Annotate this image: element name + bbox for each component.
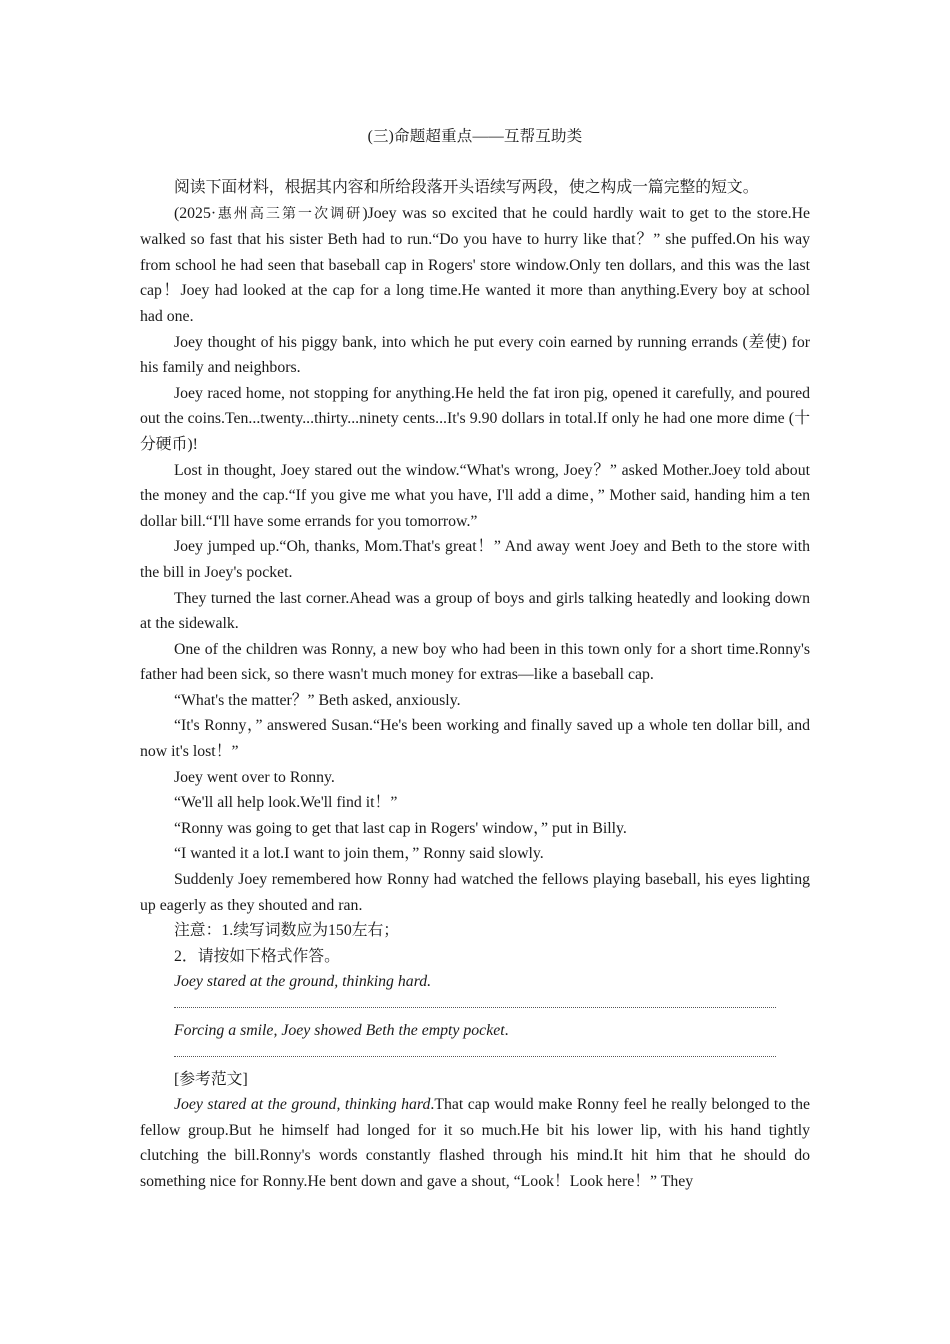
answer-line-2	[174, 1055, 776, 1057]
paragraph-6: They turned the last corner.Ahead was a group of boys and girls talking heatedly and looking down at the sidewalk.	[140, 589, 810, 633]
paragraph-1-text: )Joey was so excited that he could hardly wait to get to the store.He walked so fast that his sister Beth had to run.“Do you have to hurry like that？” she puffed.On his way from school he had seen that baseball cap in Rogers' store window.Only ten dollars, and this was the last cap！Joey had looked at the cap for a long time.He wanted it more than anything.Every boy at school had one.	[140, 204, 811, 325]
paragraph-10: Joey went over to Ronny.	[174, 768, 335, 786]
paragraph-5: Joey jumped up.“Oh, thanks, Mom.That's great！” And away went Joey and Beth to the store with the bill in Joey's pocket.	[140, 538, 810, 581]
paragraph-14: Suddenly Joey remembered how Ronny had watched the fellows playing baseball, his eyes lighting up eagerly as they shouted and ran.	[140, 871, 810, 914]
prompt-first-paragraph: Joey stared at the ground, thinking hard.	[174, 973, 432, 991]
reference-heading: [参考范文]	[174, 1070, 248, 1088]
paragraph-11: “We'll all help look.We'll find it！”	[174, 794, 398, 812]
prompt-second-paragraph	[140, 1018, 810, 1044]
note-word-count: 注意：1.续写词数应为150左右；	[174, 922, 400, 940]
prompt-second-italic: Forcing a smile, Joey showed Beth the empty pocket	[174, 1022, 505, 1039]
paragraph-3: Joey raced home, not stopping for anything.He held the fat iron pig, opened it carefully, and poured out the coins.Ten...twenty...thirty...ninety cents...It's 9.90 dollars in total.If only he had one more dime (十分硬币)!	[140, 384, 810, 453]
reference-lead: Joey stared at the ground, thinking hard	[174, 1096, 431, 1114]
reference-text: .That cap would make Ronny feel he really belonged to the fellow group.But he himself had longed for it so much.He bit his lower lip, with his hand tightly clutching the bill.Ronny's words constantly flashed through his mind.It hit him that he should do something nice for Ronny.He bent down and gave a shout, “Look！Look here！” They	[140, 1096, 810, 1190]
paragraph-1	[140, 201, 810, 330]
paragraph-8: “What's the matter？” Beth asked, anxiously.	[174, 691, 461, 709]
paragraph-12: “Ronny was going to get that last cap in Rogers' window，” put in Billy.	[174, 819, 627, 837]
paragraph-7: One of the children was Ronny, a new boy who had been in this town only for a short time.Ronny's father had been sick, so there wasn't much money for extras—like a baseball cap.	[140, 640, 810, 684]
prompt-second-tail: .	[504, 1022, 509, 1039]
paragraph-9: “It's Ronny，” answered Susan.“He's been working and finally saved up a whole ten dollar bill, and now it's lost！”	[140, 717, 810, 761]
paragraph-2: Joey thought of his piggy bank, into which he put every coin earned by running errands (差使) for his family and neighbors.	[140, 333, 810, 377]
reference-paragraph	[140, 1092, 810, 1194]
source-name: 惠州高三第一次调研	[216, 205, 363, 222]
note-format: 2．请按如下格式作答。	[174, 947, 340, 965]
instruction-text: 阅读下面材料，根据其内容和所给段落开头语续写两段，使之构成一篇完整的短文。	[174, 179, 759, 196]
page-title: (三)命题超重点——互帮互助类	[367, 128, 583, 145]
article-body	[140, 175, 810, 1195]
source-open: (2025·	[174, 204, 217, 222]
paragraph-4: Lost in thought, Joey stared out the window.“What's wrong, Joey？” asked Mother.Joey told about the money and the cap.“If you give me what you have, I'll add a dime，” Mother said, handing him a ten dollar bill.“I'll have some errands for you tomorrow.”	[140, 461, 810, 530]
answer-line-1	[174, 1006, 776, 1008]
paragraph-13: “I wanted it a lot.I want to join them，” Ronny said slowly.	[174, 845, 544, 863]
